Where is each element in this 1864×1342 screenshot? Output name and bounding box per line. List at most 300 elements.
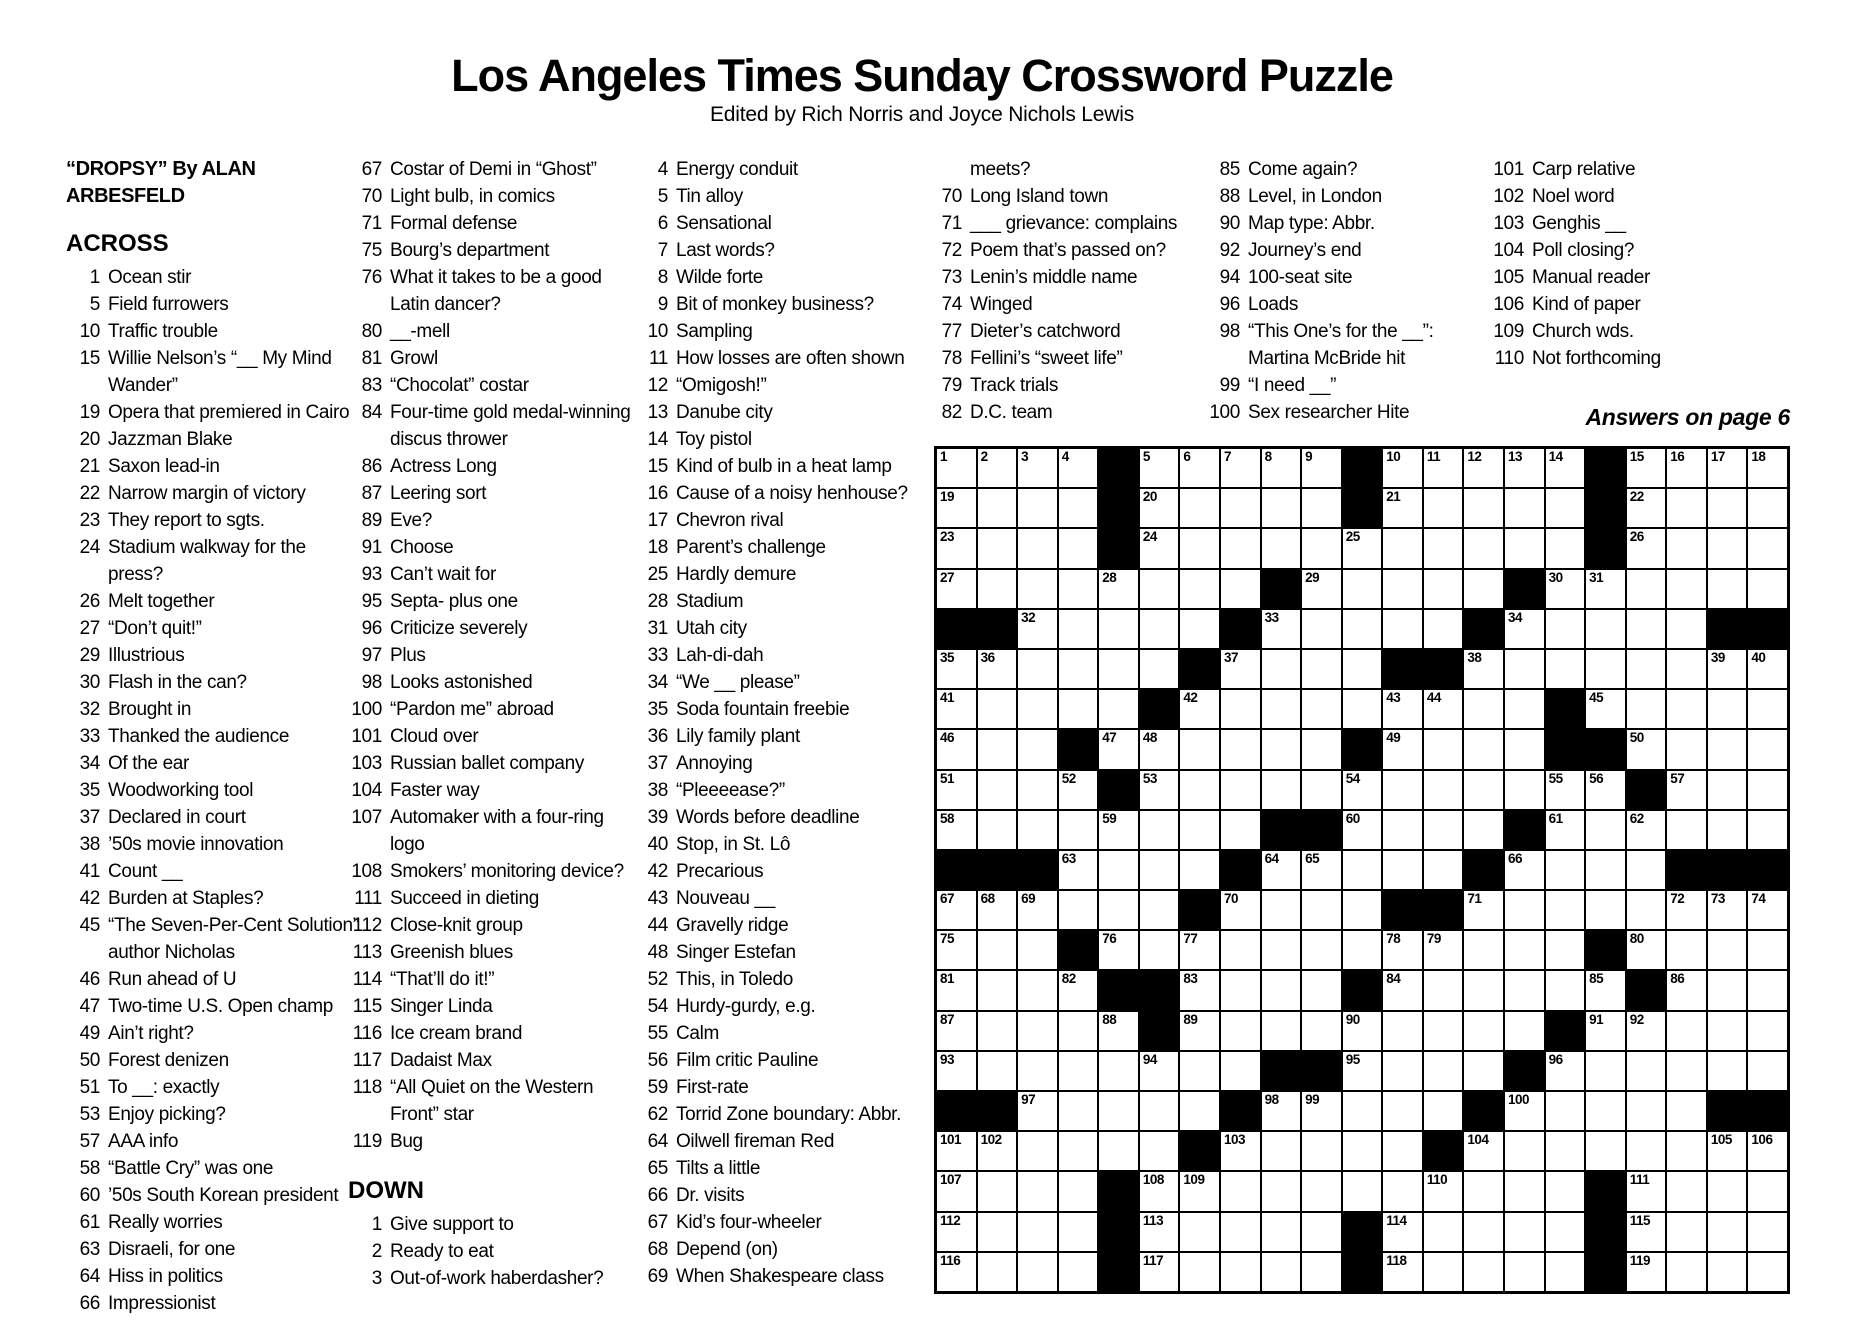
grid-cell[interactable] xyxy=(1627,1213,1666,1251)
grid-cell[interactable] xyxy=(1708,971,1747,1009)
grid-cell[interactable] xyxy=(1383,1092,1422,1130)
grid-cell[interactable] xyxy=(1424,1213,1463,1251)
grid-cell[interactable] xyxy=(1018,1052,1057,1090)
grid-cell[interactable] xyxy=(1383,1132,1422,1170)
grid-cell[interactable] xyxy=(1099,610,1138,648)
grid-cell[interactable] xyxy=(1018,690,1057,728)
grid-cell[interactable] xyxy=(1018,650,1057,688)
grid-cell[interactable] xyxy=(1424,449,1463,487)
grid-cell[interactable] xyxy=(1505,489,1544,527)
grid-cell[interactable] xyxy=(1464,570,1503,608)
grid-cell[interactable] xyxy=(1180,1213,1219,1251)
grid-cell[interactable] xyxy=(1748,650,1787,688)
grid-cell[interactable] xyxy=(1302,971,1341,1009)
grid-cell[interactable] xyxy=(1546,1092,1585,1130)
grid-cell[interactable] xyxy=(1262,891,1301,929)
grid-cell[interactable] xyxy=(978,570,1017,608)
grid-cell[interactable] xyxy=(1464,931,1503,969)
grid-cell[interactable] xyxy=(1018,1253,1057,1291)
grid-cell[interactable] xyxy=(1302,1092,1341,1130)
grid-cell[interactable] xyxy=(1424,570,1463,608)
grid-cell[interactable] xyxy=(1708,931,1747,969)
grid-cell[interactable] xyxy=(1180,931,1219,969)
grid-cell[interactable] xyxy=(937,570,976,608)
grid-cell[interactable] xyxy=(1059,771,1098,809)
grid-cell[interactable] xyxy=(1302,529,1341,567)
grid-cell[interactable] xyxy=(1180,449,1219,487)
grid-cell[interactable] xyxy=(1221,971,1260,1009)
grid-cell[interactable] xyxy=(978,1012,1017,1050)
grid-cell[interactable] xyxy=(978,971,1017,1009)
grid-cell[interactable] xyxy=(1748,730,1787,768)
grid-cell[interactable] xyxy=(1748,489,1787,527)
grid-cell[interactable] xyxy=(1059,1132,1098,1170)
grid-cell[interactable] xyxy=(1505,891,1544,929)
grid-cell[interactable] xyxy=(1708,690,1747,728)
grid-cell[interactable] xyxy=(1018,891,1057,929)
grid-cell[interactable] xyxy=(1424,529,1463,567)
grid-cell[interactable] xyxy=(1627,1253,1666,1291)
grid-cell[interactable] xyxy=(1586,771,1625,809)
grid-cell[interactable] xyxy=(937,1052,976,1090)
grid-cell[interactable] xyxy=(1262,851,1301,889)
grid-cell[interactable] xyxy=(1140,449,1179,487)
grid-cell[interactable] xyxy=(1059,489,1098,527)
grid-cell[interactable] xyxy=(937,771,976,809)
grid-cell[interactable] xyxy=(1262,489,1301,527)
grid-cell[interactable] xyxy=(1140,1253,1179,1291)
grid-cell[interactable] xyxy=(1627,851,1666,889)
grid-cell[interactable] xyxy=(978,730,1017,768)
grid-cell[interactable] xyxy=(1059,851,1098,889)
grid-cell[interactable] xyxy=(1140,1132,1179,1170)
grid-cell[interactable] xyxy=(1059,610,1098,648)
grid-cell[interactable] xyxy=(937,650,976,688)
grid-cell[interactable] xyxy=(1505,1253,1544,1291)
grid-cell[interactable] xyxy=(937,891,976,929)
grid-cell[interactable] xyxy=(1343,1132,1382,1170)
grid-cell[interactable] xyxy=(1059,529,1098,567)
grid-cell[interactable] xyxy=(1586,811,1625,849)
grid-cell[interactable] xyxy=(1262,771,1301,809)
grid-cell[interactable] xyxy=(1059,570,1098,608)
grid-cell[interactable] xyxy=(1302,1132,1341,1170)
grid-cell[interactable] xyxy=(1627,1052,1666,1090)
grid-cell[interactable] xyxy=(1221,449,1260,487)
grid-cell[interactable] xyxy=(1667,1052,1706,1090)
grid-cell[interactable] xyxy=(1302,1253,1341,1291)
grid-cell[interactable] xyxy=(978,1172,1017,1210)
grid-cell[interactable] xyxy=(1018,1213,1057,1251)
grid-cell[interactable] xyxy=(1667,1012,1706,1050)
grid-cell[interactable] xyxy=(1221,891,1260,929)
grid-cell[interactable] xyxy=(1180,971,1219,1009)
grid-cell[interactable] xyxy=(1383,931,1422,969)
grid-cell[interactable] xyxy=(1748,690,1787,728)
grid-cell[interactable] xyxy=(1099,1012,1138,1050)
grid-cell[interactable] xyxy=(1464,1012,1503,1050)
grid-cell[interactable] xyxy=(1140,1092,1179,1130)
grid-cell[interactable] xyxy=(1221,771,1260,809)
grid-cell[interactable] xyxy=(1140,931,1179,969)
grid-cell[interactable] xyxy=(1667,730,1706,768)
grid-cell[interactable] xyxy=(978,931,1017,969)
grid-cell[interactable] xyxy=(1586,1132,1625,1170)
grid-cell[interactable] xyxy=(1018,489,1057,527)
grid-cell[interactable] xyxy=(1546,971,1585,1009)
grid-cell[interactable] xyxy=(1586,891,1625,929)
grid-cell[interactable] xyxy=(1546,1052,1585,1090)
grid-cell[interactable] xyxy=(1505,931,1544,969)
grid-cell[interactable] xyxy=(1667,1213,1706,1251)
grid-cell[interactable] xyxy=(1221,931,1260,969)
grid-cell[interactable] xyxy=(1180,1012,1219,1050)
grid-cell[interactable] xyxy=(1667,1092,1706,1130)
grid-cell[interactable] xyxy=(1018,570,1057,608)
grid-cell[interactable] xyxy=(1343,931,1382,969)
grid-cell[interactable] xyxy=(937,1172,976,1210)
grid-cell[interactable] xyxy=(1099,1132,1138,1170)
grid-cell[interactable] xyxy=(1140,771,1179,809)
grid-cell[interactable] xyxy=(1180,771,1219,809)
grid-cell[interactable] xyxy=(1343,771,1382,809)
grid-cell[interactable] xyxy=(1018,730,1057,768)
grid-cell[interactable] xyxy=(1708,771,1747,809)
grid-cell[interactable] xyxy=(1140,851,1179,889)
grid-cell[interactable] xyxy=(1262,1253,1301,1291)
grid-cell[interactable] xyxy=(1383,971,1422,1009)
grid-cell[interactable] xyxy=(1221,730,1260,768)
grid-cell[interactable] xyxy=(1262,971,1301,1009)
grid-cell[interactable] xyxy=(1221,570,1260,608)
grid-cell[interactable] xyxy=(937,1132,976,1170)
grid-cell[interactable] xyxy=(1180,570,1219,608)
grid-cell[interactable] xyxy=(1708,1012,1747,1050)
grid-cell[interactable] xyxy=(978,449,1017,487)
grid-cell[interactable] xyxy=(1018,1012,1057,1050)
grid-cell[interactable] xyxy=(1627,1092,1666,1130)
grid-cell[interactable] xyxy=(1708,650,1747,688)
grid-cell[interactable] xyxy=(1586,690,1625,728)
grid-cell[interactable] xyxy=(1546,570,1585,608)
grid-cell[interactable] xyxy=(1424,690,1463,728)
grid-cell[interactable] xyxy=(1667,1253,1706,1291)
grid-cell[interactable] xyxy=(1059,1213,1098,1251)
grid-cell[interactable] xyxy=(1464,1052,1503,1090)
grid-cell[interactable] xyxy=(1667,690,1706,728)
grid-cell[interactable] xyxy=(1464,730,1503,768)
grid-cell[interactable] xyxy=(1262,650,1301,688)
grid-cell[interactable] xyxy=(1748,1253,1787,1291)
grid-cell[interactable] xyxy=(1180,730,1219,768)
grid-cell[interactable] xyxy=(1343,851,1382,889)
grid-cell[interactable] xyxy=(1546,931,1585,969)
grid-cell[interactable] xyxy=(1302,851,1341,889)
grid-cell[interactable] xyxy=(1343,529,1382,567)
grid-cell[interactable] xyxy=(937,489,976,527)
grid-cell[interactable] xyxy=(1667,771,1706,809)
grid-cell[interactable] xyxy=(1140,730,1179,768)
grid-cell[interactable] xyxy=(1667,449,1706,487)
grid-cell[interactable] xyxy=(1464,1213,1503,1251)
grid-cell[interactable] xyxy=(1099,1092,1138,1130)
grid-cell[interactable] xyxy=(1667,891,1706,929)
grid-cell[interactable] xyxy=(1464,771,1503,809)
grid-cell[interactable] xyxy=(1383,811,1422,849)
grid-cell[interactable] xyxy=(1302,650,1341,688)
grid-cell[interactable] xyxy=(978,1052,1017,1090)
grid-cell[interactable] xyxy=(1221,650,1260,688)
grid-cell[interactable] xyxy=(1383,1172,1422,1210)
grid-cell[interactable] xyxy=(1546,1172,1585,1210)
grid-cell[interactable] xyxy=(1748,771,1787,809)
grid-cell[interactable] xyxy=(1059,650,1098,688)
grid-cell[interactable] xyxy=(1667,1172,1706,1210)
grid-cell[interactable] xyxy=(1140,610,1179,648)
grid-cell[interactable] xyxy=(1748,971,1787,1009)
grid-cell[interactable] xyxy=(1383,771,1422,809)
grid-cell[interactable] xyxy=(1343,811,1382,849)
grid-cell[interactable] xyxy=(1262,529,1301,567)
grid-cell[interactable] xyxy=(1424,489,1463,527)
grid-cell[interactable] xyxy=(1748,1012,1787,1050)
grid-cell[interactable] xyxy=(1383,570,1422,608)
grid-cell[interactable] xyxy=(1667,529,1706,567)
grid-cell[interactable] xyxy=(1505,1172,1544,1210)
grid-cell[interactable] xyxy=(1424,730,1463,768)
grid-cell[interactable] xyxy=(1627,730,1666,768)
grid-cell[interactable] xyxy=(978,891,1017,929)
grid-cell[interactable] xyxy=(1586,1012,1625,1050)
grid-cell[interactable] xyxy=(1099,931,1138,969)
grid-cell[interactable] xyxy=(1302,690,1341,728)
grid-cell[interactable] xyxy=(1546,771,1585,809)
grid-cell[interactable] xyxy=(1221,1253,1260,1291)
grid-cell[interactable] xyxy=(1424,931,1463,969)
grid-cell[interactable] xyxy=(1383,489,1422,527)
grid-cell[interactable] xyxy=(1383,1012,1422,1050)
grid-cell[interactable] xyxy=(978,489,1017,527)
grid-cell[interactable] xyxy=(1627,811,1666,849)
grid-cell[interactable] xyxy=(1627,1172,1666,1210)
grid-cell[interactable] xyxy=(1383,851,1422,889)
grid-cell[interactable] xyxy=(1424,1052,1463,1090)
grid-cell[interactable] xyxy=(1546,1213,1585,1251)
grid-cell[interactable] xyxy=(1302,891,1341,929)
grid-cell[interactable] xyxy=(1383,1052,1422,1090)
grid-cell[interactable] xyxy=(1505,971,1544,1009)
grid-cell[interactable] xyxy=(1180,489,1219,527)
grid-cell[interactable] xyxy=(937,690,976,728)
grid-cell[interactable] xyxy=(1059,1052,1098,1090)
grid-cell[interactable] xyxy=(1667,811,1706,849)
grid-cell[interactable] xyxy=(1059,811,1098,849)
grid-cell[interactable] xyxy=(1748,1172,1787,1210)
grid-cell[interactable] xyxy=(1343,650,1382,688)
grid-cell[interactable] xyxy=(1546,449,1585,487)
grid-cell[interactable] xyxy=(1221,1012,1260,1050)
grid-cell[interactable] xyxy=(1424,610,1463,648)
grid-cell[interactable] xyxy=(1221,690,1260,728)
grid-cell[interactable] xyxy=(1221,489,1260,527)
grid-cell[interactable] xyxy=(1424,1172,1463,1210)
grid-cell[interactable] xyxy=(1464,1132,1503,1170)
grid-cell[interactable] xyxy=(1748,891,1787,929)
grid-cell[interactable] xyxy=(1748,449,1787,487)
grid-cell[interactable] xyxy=(1505,1213,1544,1251)
grid-cell[interactable] xyxy=(1302,570,1341,608)
grid-cell[interactable] xyxy=(1059,449,1098,487)
grid-cell[interactable] xyxy=(1262,730,1301,768)
grid-cell[interactable] xyxy=(1424,851,1463,889)
grid-cell[interactable] xyxy=(937,1213,976,1251)
grid-cell[interactable] xyxy=(1627,931,1666,969)
grid-cell[interactable] xyxy=(1748,1052,1787,1090)
grid-cell[interactable] xyxy=(1464,971,1503,1009)
grid-cell[interactable] xyxy=(1018,1132,1057,1170)
grid-cell[interactable] xyxy=(1221,811,1260,849)
grid-cell[interactable] xyxy=(1383,730,1422,768)
grid-cell[interactable] xyxy=(1018,1092,1057,1130)
grid-cell[interactable] xyxy=(1708,1172,1747,1210)
grid-cell[interactable] xyxy=(978,690,1017,728)
grid-cell[interactable] xyxy=(1627,690,1666,728)
grid-cell[interactable] xyxy=(1667,650,1706,688)
grid-cell[interactable] xyxy=(1708,1052,1747,1090)
grid-cell[interactable] xyxy=(1302,449,1341,487)
grid-cell[interactable] xyxy=(1140,1172,1179,1210)
grid-cell[interactable] xyxy=(1505,730,1544,768)
grid-cell[interactable] xyxy=(1546,610,1585,648)
grid-cell[interactable] xyxy=(1018,931,1057,969)
grid-cell[interactable] xyxy=(1464,489,1503,527)
grid-cell[interactable] xyxy=(1424,1253,1463,1291)
grid-cell[interactable] xyxy=(1383,1253,1422,1291)
grid-cell[interactable] xyxy=(1424,771,1463,809)
grid-cell[interactable] xyxy=(1748,1132,1787,1170)
grid-cell[interactable] xyxy=(1383,610,1422,648)
grid-cell[interactable] xyxy=(1059,1012,1098,1050)
grid-cell[interactable] xyxy=(1424,1092,1463,1130)
grid-cell[interactable] xyxy=(1180,851,1219,889)
grid-cell[interactable] xyxy=(1180,1052,1219,1090)
grid-cell[interactable] xyxy=(1180,1172,1219,1210)
grid-cell[interactable] xyxy=(1140,570,1179,608)
grid-cell[interactable] xyxy=(1018,529,1057,567)
grid-cell[interactable] xyxy=(1424,811,1463,849)
grid-cell[interactable] xyxy=(1505,650,1544,688)
grid-cell[interactable] xyxy=(1302,1213,1341,1251)
grid-cell[interactable] xyxy=(1464,1253,1503,1291)
grid-cell[interactable] xyxy=(1383,690,1422,728)
grid-cell[interactable] xyxy=(1627,1012,1666,1050)
grid-cell[interactable] xyxy=(978,811,1017,849)
grid-cell[interactable] xyxy=(1343,690,1382,728)
grid-cell[interactable] xyxy=(1221,1213,1260,1251)
grid-cell[interactable] xyxy=(1018,610,1057,648)
grid-cell[interactable] xyxy=(1059,971,1098,1009)
grid-cell[interactable] xyxy=(1505,1012,1544,1050)
grid-cell[interactable] xyxy=(1748,1213,1787,1251)
grid-cell[interactable] xyxy=(1464,891,1503,929)
grid-cell[interactable] xyxy=(1708,730,1747,768)
grid-cell[interactable] xyxy=(1099,891,1138,929)
grid-cell[interactable] xyxy=(1099,650,1138,688)
grid-cell[interactable] xyxy=(1140,529,1179,567)
grid-cell[interactable] xyxy=(1546,529,1585,567)
grid-cell[interactable] xyxy=(937,811,976,849)
grid-cell[interactable] xyxy=(1383,1213,1422,1251)
grid-cell[interactable] xyxy=(978,650,1017,688)
grid-cell[interactable] xyxy=(1140,650,1179,688)
grid-cell[interactable] xyxy=(1180,690,1219,728)
grid-cell[interactable] xyxy=(1505,771,1544,809)
grid-cell[interactable] xyxy=(1505,610,1544,648)
grid-cell[interactable] xyxy=(1505,690,1544,728)
grid-cell[interactable] xyxy=(937,931,976,969)
grid-cell[interactable] xyxy=(1627,449,1666,487)
grid-cell[interactable] xyxy=(1627,529,1666,567)
grid-cell[interactable] xyxy=(1546,650,1585,688)
grid-cell[interactable] xyxy=(1586,610,1625,648)
grid-cell[interactable] xyxy=(1464,449,1503,487)
grid-cell[interactable] xyxy=(1748,529,1787,567)
grid-cell[interactable] xyxy=(1708,1213,1747,1251)
grid-cell[interactable] xyxy=(937,730,976,768)
grid-cell[interactable] xyxy=(1505,529,1544,567)
grid-cell[interactable] xyxy=(1059,1092,1098,1130)
grid-cell[interactable] xyxy=(1343,1012,1382,1050)
grid-cell[interactable] xyxy=(1748,811,1787,849)
grid-cell[interactable] xyxy=(1140,1052,1179,1090)
grid-cell[interactable] xyxy=(1140,891,1179,929)
grid-cell[interactable] xyxy=(1505,1132,1544,1170)
grid-cell[interactable] xyxy=(1343,1052,1382,1090)
grid-cell[interactable] xyxy=(1464,690,1503,728)
grid-cell[interactable] xyxy=(1262,1213,1301,1251)
grid-cell[interactable] xyxy=(978,529,1017,567)
grid-cell[interactable] xyxy=(1302,1012,1341,1050)
grid-cell[interactable] xyxy=(1748,931,1787,969)
grid-cell[interactable] xyxy=(1708,811,1747,849)
grid-cell[interactable] xyxy=(978,1253,1017,1291)
grid-cell[interactable] xyxy=(1099,570,1138,608)
grid-cell[interactable] xyxy=(1546,1132,1585,1170)
grid-cell[interactable] xyxy=(1343,1092,1382,1130)
grid-cell[interactable] xyxy=(1546,891,1585,929)
grid-cell[interactable] xyxy=(1708,529,1747,567)
grid-cell[interactable] xyxy=(1464,650,1503,688)
grid-cell[interactable] xyxy=(1262,449,1301,487)
grid-cell[interactable] xyxy=(1546,811,1585,849)
grid-cell[interactable] xyxy=(1099,811,1138,849)
grid-cell[interactable] xyxy=(1343,610,1382,648)
grid-cell[interactable] xyxy=(1180,610,1219,648)
grid-cell[interactable] xyxy=(1221,1052,1260,1090)
grid-cell[interactable] xyxy=(1221,1132,1260,1170)
grid-cell[interactable] xyxy=(937,1253,976,1291)
grid-cell[interactable] xyxy=(1667,971,1706,1009)
grid-cell[interactable] xyxy=(937,1012,976,1050)
grid-cell[interactable] xyxy=(1505,851,1544,889)
grid-cell[interactable] xyxy=(1546,1253,1585,1291)
grid-cell[interactable] xyxy=(1708,449,1747,487)
grid-cell[interactable] xyxy=(1343,570,1382,608)
grid-cell[interactable] xyxy=(1586,570,1625,608)
grid-cell[interactable] xyxy=(1464,1172,1503,1210)
grid-cell[interactable] xyxy=(1262,1012,1301,1050)
grid-cell[interactable] xyxy=(1302,771,1341,809)
